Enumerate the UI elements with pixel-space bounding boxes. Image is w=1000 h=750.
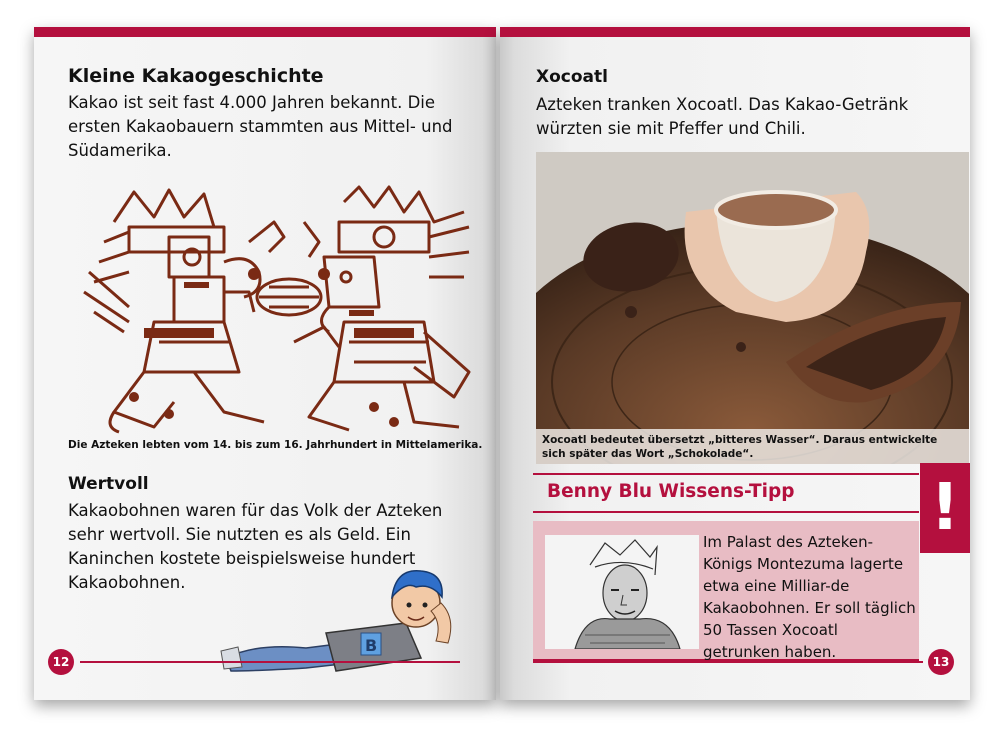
tip-body [533,521,919,661]
section-title: Wertvoll [68,474,149,494]
portrait-drawing [545,535,699,649]
intro-text: Kakao ist seit fast 4.000 Jahren bekannt. Die ersten Kakaobauern stammten aus Mittel- und Südamerika. [68,93,453,160]
photo-caption-bg [536,429,969,464]
section-title-right: Xocoatl [536,67,608,87]
mascot-letter: B [365,636,378,655]
right-page [500,27,970,700]
intro-text-right: Azteken tranken Xocoatl. Das Kakao-Getränk würzten sie mit Pfeffer und Chili. [536,95,909,138]
tip-text: Im Palast des Azteken-Königs Montezuma lagerte etwa eine Milliar-de Kakaobohnen. Er soll täglich 50 Tassen Xocoatl getrunken haben. [703,533,916,661]
aztec-illustration [74,182,474,442]
footer-rule [80,661,460,663]
footer-rule-right [533,661,923,663]
photo-caption: Xocoatl bedeutet übersetzt „bitteres Wasser“. Daraus entwickelte sich später das Wort „Schokolade“. [542,434,938,460]
illustration-caption: Die Azteken lebten vom 14. bis zum 16. Jahrhundert in Mittelamerika. [68,439,483,451]
xocoatl-photo [536,152,969,464]
right-top-bar [500,27,970,37]
section-text: Kakaobohnen waren für das Volk der Azteken sehr wertvoll. Sie nutzten es als Geld. Ein Kaninchen kostete beispielsweise hundert Kakaobohnen. [68,501,443,592]
tip-header [533,473,919,513]
exclamation-icon: ! [930,471,960,545]
photo-drawing [536,152,969,464]
left-top-bar [34,27,496,37]
page-title: Kleine Kakaogeschichte [68,65,324,87]
mascot-illustration [216,563,466,673]
montezuma-portrait [545,535,699,649]
left-page [34,27,496,700]
page-number: 12 [48,649,74,675]
wissens-tipp-box [533,463,919,659]
exclamation-tab [920,463,970,553]
tip-title: Benny Blu Wissens-Tipp [547,481,795,502]
page-number-right: 13 [928,649,954,675]
